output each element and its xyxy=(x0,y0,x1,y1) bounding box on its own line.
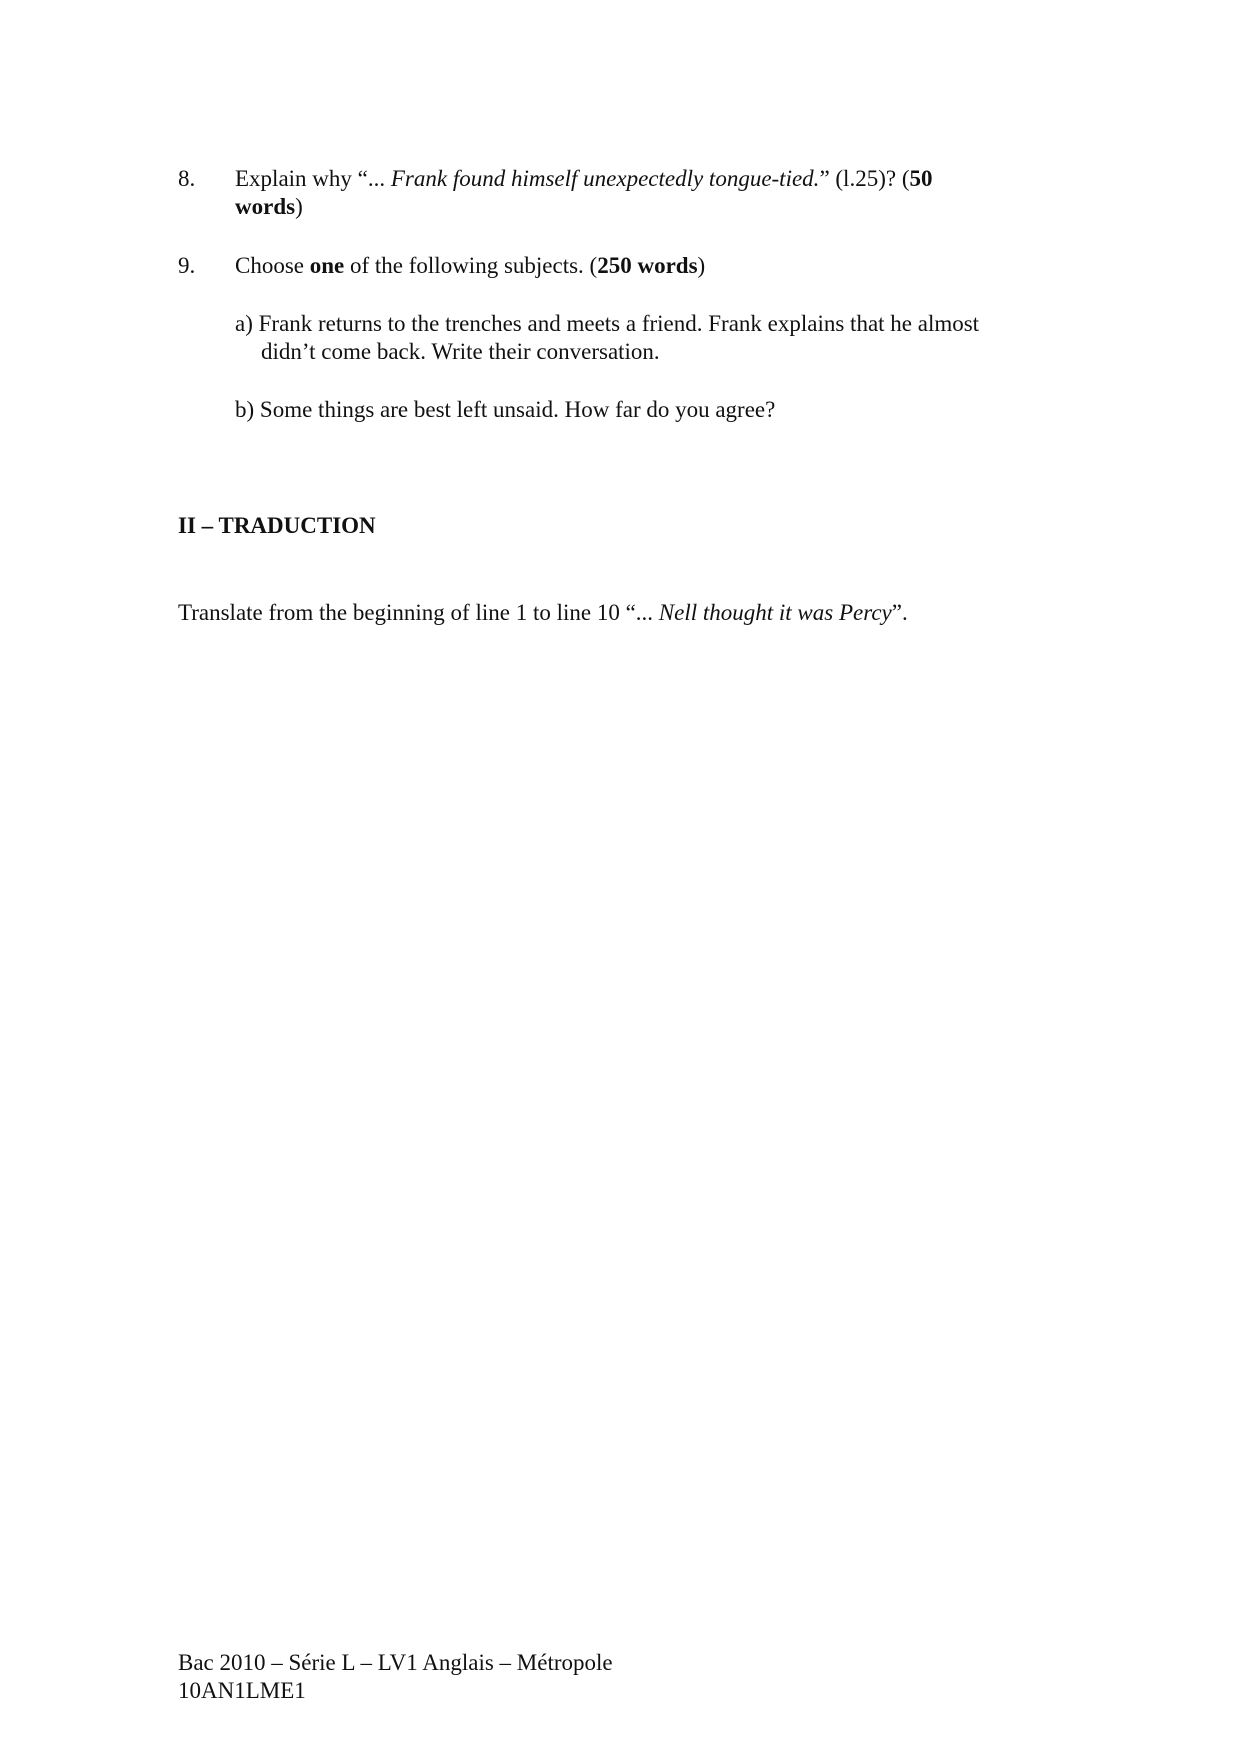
option-a-line1: a) Frank returns to the trenches and meets a friend. Frank explains that he almost xyxy=(235,311,980,336)
question-8-intro: Explain why “... xyxy=(235,166,391,191)
question-8-close: ) xyxy=(295,194,303,219)
question-9-limit: 250 words xyxy=(597,253,698,278)
question-9-middle: of the following subjects. ( xyxy=(344,253,598,278)
question-9-close: ) xyxy=(697,253,706,278)
translation-instruction-quote: Nell thought it was Percy xyxy=(658,600,892,625)
footer xyxy=(178,1649,878,1705)
question-8-text xyxy=(235,165,1058,221)
question-9-text xyxy=(235,252,1058,280)
question-8-after-quote: ” (l.25)? ( xyxy=(819,166,910,191)
question-9-emphasis: one xyxy=(309,253,345,278)
footer-code: 10AN1LME1 xyxy=(178,1678,306,1703)
question-8-limit-number: 50 xyxy=(909,166,933,191)
question-9-number: 9. xyxy=(178,253,196,278)
question-9-option-a xyxy=(235,310,1065,366)
translation-instruction-start: Translate from the beginning of line 1 to line 10 “... xyxy=(178,600,659,625)
translation-instruction-end: ”. xyxy=(891,600,908,625)
question-9-option-b: b) Some things are best left unsaid. How far do you agree? xyxy=(235,397,776,422)
question-9-intro: Choose xyxy=(235,253,310,278)
question-8-quote: Frank found himself unexpectedly tongue-tied. xyxy=(390,166,820,191)
translation-instruction xyxy=(178,599,1078,627)
section-title: II – TRADUCTION xyxy=(178,513,376,538)
option-a-line2: didn’t come back. Write their conversation. xyxy=(261,339,660,364)
footer-exam-info: Bac 2010 – Série L – LV1 Anglais – Métropole xyxy=(178,1650,613,1675)
question-8-limit-word: words xyxy=(235,194,296,219)
question-8-number: 8. xyxy=(178,166,196,191)
